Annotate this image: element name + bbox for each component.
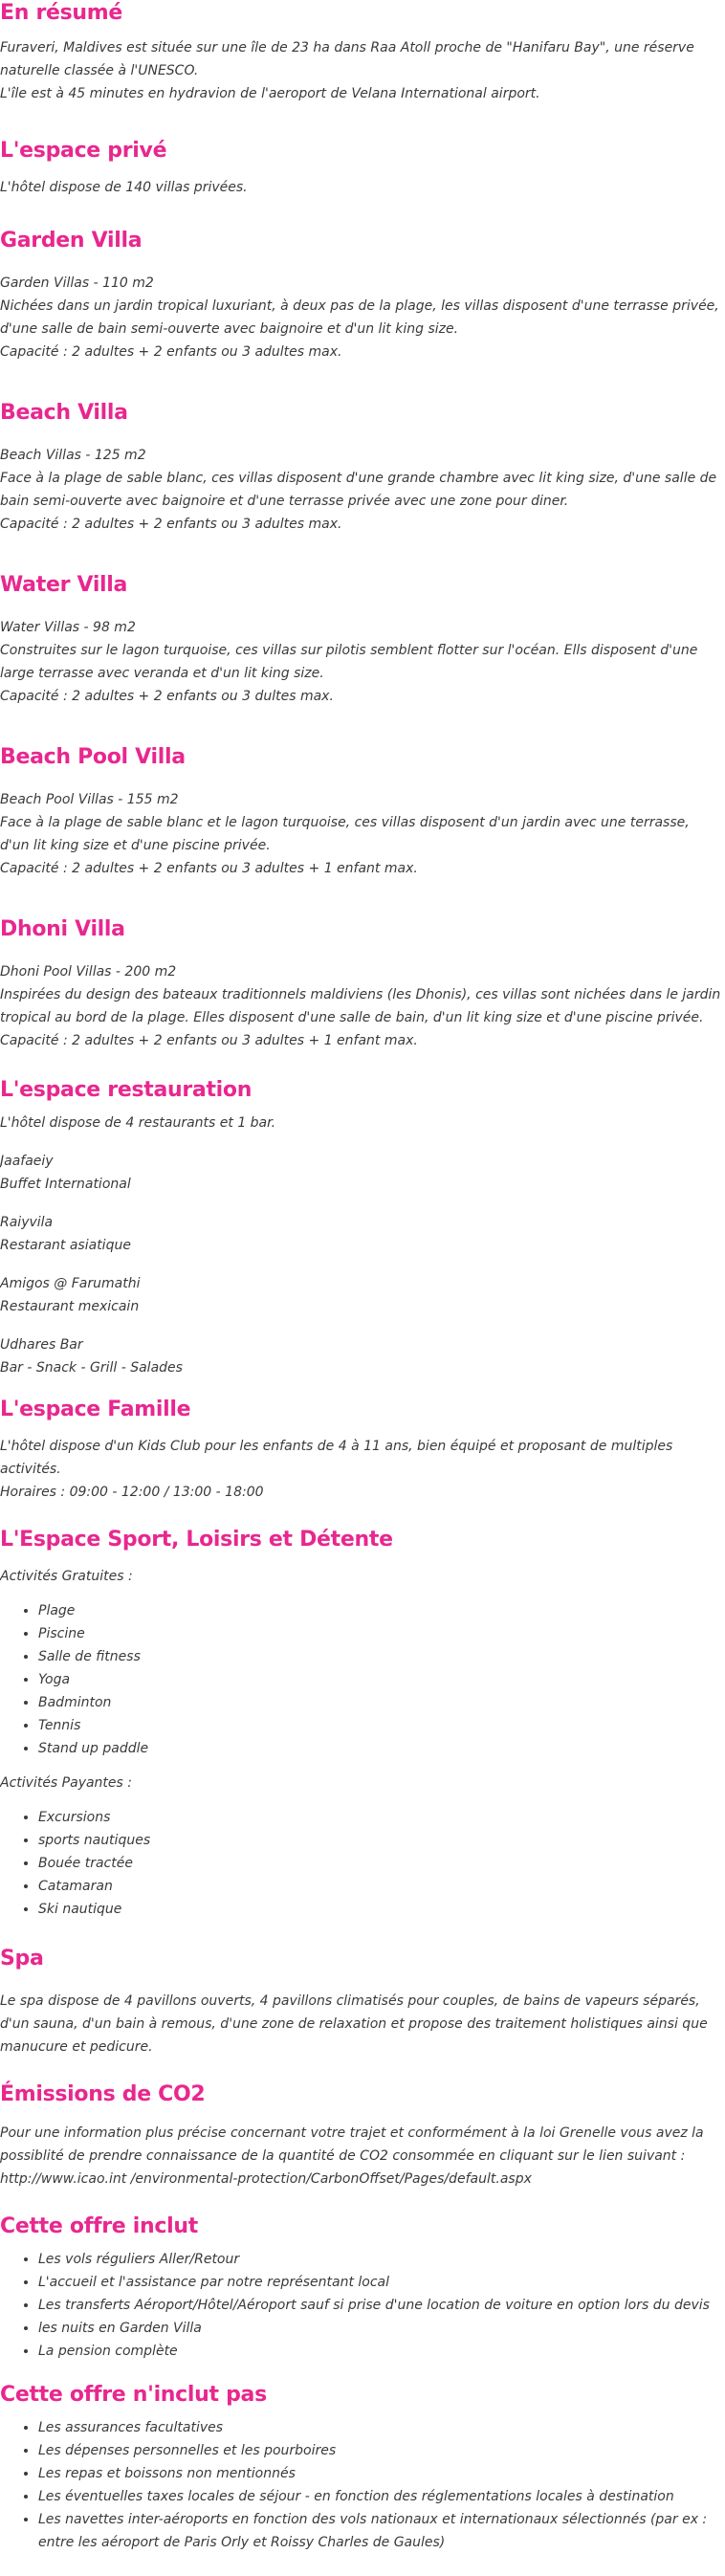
paid-activities-list [0, 1806, 721, 1921]
list-item: • Badminton [38, 1691, 721, 1714]
section-title: L'espace privé [0, 139, 167, 163]
restaurant-item [0, 1211, 721, 1257]
list-item: • Les navettes inter-aéroports en fonction des vols nationaux et internationaux sélectionnés (par ex : entre les aéroport de Paris Orly et Roissy Charles de Gaules) [38, 2508, 721, 2554]
restaurant-item [0, 1272, 721, 1318]
list-item: • Plage [38, 1599, 721, 1622]
excluded-list [0, 2416, 721, 2554]
list-item: • Excursions [38, 1806, 721, 1829]
restaurant-name: Amigos @ Farumathi [0, 1276, 141, 1291]
villa-beach [0, 400, 721, 536]
villa-beach-pool [0, 744, 721, 880]
villa-subtitle: Beach Villas - 125 m2 [0, 448, 146, 463]
prive-text: L'hôtel dispose de 140 villas privées. [0, 180, 248, 195]
section-co2 [0, 2081, 721, 2191]
list-item: • Les éventuelles taxes locales de séjour - en fonction des réglementations locales à destination [38, 2485, 721, 2508]
section-famille [0, 1397, 721, 1504]
list-item: • Salle de fitness [38, 1645, 721, 1668]
co2-text: Pour une information plus précise concernant votre trajet et conformément à la loi Grenelle vous avez la possiblité de prendre connaissance de la quantité de CO2 consommée en cliquant sur le lien suivant : http://www.icao.int /environmental-protection/CarbonOffset/Pages/default.aspx [0, 2125, 704, 2187]
resume-line-2: L'île est à 45 minutes en hydravion de l'aeroport de Velana International airport. [0, 86, 540, 101]
list-item: • Les repas et boissons non mentionnés [38, 2462, 721, 2485]
list-item: • Tennis [38, 1714, 721, 1737]
section-title: Cette offre inclut [0, 2214, 198, 2238]
restaurant-name: Jaafaeiy [0, 1154, 54, 1169]
villa-subtitle: Beach Pool Villas - 155 m2 [0, 792, 179, 807]
villa-capacity: Capacité : 2 adultes + 2 enfants ou 3 adultes + 1 enfant max. [0, 1033, 418, 1048]
villa-subtitle: Dhoni Pool Villas - 200 m2 [0, 964, 177, 980]
resume-line-1: Furaveri, Maldives est située sur une île de 23 ha dans Raa Atoll proche de "Hanifaru Bay", une réserve naturelle classée à l'UNESCO. [0, 40, 694, 78]
restaurant-item [0, 1333, 721, 1379]
restaurant-type: Restarant asiatique [0, 1238, 131, 1253]
villa-water [0, 572, 721, 708]
villa-title: Beach Pool Villa [0, 745, 186, 769]
villa-capacity: Capacité : 2 adultes + 2 enfants ou 3 dultes max. [0, 689, 334, 704]
villa-title: Beach Villa [0, 401, 128, 425]
list-item: • Catamaran [38, 1875, 721, 1898]
villa-description: Construites sur le lagon turquoise, ces villas sur pilotis semblent flotter sur l'océan. Ells disposent d'une large terrasse avec veranda et d'un lit king size. [0, 643, 698, 681]
villa-description: Inspirées du design des bateaux traditionnels maldiviens (les Dhonis), ces villas sont nichées dans le jardin tropical au bord de la plage. Elles disposent d'une salle de bain, d'un lit king size et d'une piscine privée. [0, 987, 721, 1025]
villa-title: Dhoni Villa [0, 917, 125, 941]
villa-description: Face à la plage de sable blanc, ces villas disposent d'une grande chambre avec lit king size, d'une salle de bain semi-ouverte avec baignoire et d'une terrasse privée avec une zone pour diner. [0, 471, 717, 509]
free-activities-label: Activités Gratuites : [0, 1569, 133, 1584]
list-item: • les nuits en Garden Villa [38, 2317, 721, 2340]
famille-line-2: Horaires : 09:00 - 12:00 / 13:00 - 18:00 [0, 1485, 264, 1500]
included-list [0, 2248, 721, 2363]
list-item: • Les transferts Aéroport/Hôtel/Aéroport sauf si prise d'une location de voiture en option lors du devis [38, 2294, 721, 2317]
list-item: • Les dépenses personnelles et les pourboires [38, 2439, 721, 2462]
section-spa [0, 1946, 721, 2059]
section-prive [0, 138, 721, 199]
villa-dhoni [0, 916, 721, 1052]
section-title: Cette offre n'inclut pas [0, 2383, 267, 2407]
villa-title: Water Villa [0, 573, 128, 597]
list-item: • Stand up paddle [38, 1737, 721, 1760]
list-item: • Bouée tractée [38, 1852, 721, 1875]
restaurant-type: Restaurant mexicain [0, 1299, 140, 1314]
restaurant-type: Buffet International [0, 1177, 131, 1192]
section-title: Émissions de CO2 [0, 2082, 206, 2106]
restaurant-item [0, 1150, 721, 1196]
section-inclut [0, 2213, 721, 2363]
villa-garden [0, 228, 721, 363]
section-sport [0, 1527, 721, 1921]
spa-text: Le spa dispose de 4 pavillons ouverts, 4 pavillons climatisés pour couples, de bains de vapeurs séparés, d'un sauna, d'un bain à remous, d'une zone de relaxation et propose des traitement holistiques ainsi que manucure et pedicure. [0, 1993, 708, 2055]
villa-capacity: Capacité : 2 adultes + 2 enfants ou 3 adultes + 1 enfant max. [0, 861, 418, 876]
restaurant-name: Raiyvila [0, 1215, 54, 1230]
free-activities-list [0, 1599, 721, 1760]
section-title: L'espace restauration [0, 1078, 253, 1102]
villa-capacity: Capacité : 2 adultes + 2 enfants ou 3 adultes max. [0, 344, 342, 360]
villa-subtitle: Water Villas - 98 m2 [0, 620, 136, 635]
list-item: • Piscine [38, 1622, 721, 1645]
list-item: • Les vols réguliers Aller/Retour [38, 2248, 721, 2271]
famille-line-1: L'hôtel dispose d'un Kids Club pour les enfants de 4 à 11 ans, bien équipé et proposant de multiples activités. [0, 1439, 673, 1477]
villa-title: Garden Villa [0, 229, 143, 253]
villa-description: Nichées dans un jardin tropical luxuriant, à deux pas de la plage, les villas disposent d'une terrasse privée, d'une salle de bain semi-ouverte avec baignoire et d'un lit king size. [0, 298, 719, 337]
list-item: • Ski nautique [38, 1898, 721, 1921]
restauration-intro: L'hôtel dispose de 4 restaurants et 1 bar. [0, 1115, 276, 1131]
section-title: L'espace Famille [0, 1398, 191, 1421]
paid-activities-label: Activités Payantes : [0, 1775, 132, 1791]
section-restauration [0, 1077, 721, 1379]
villa-description: Face à la plage de sable blanc et le lagon turquoise, ces villas disposent d'un jardin avec une terrasse, d'un lit king size et d'une piscine privée. [0, 815, 690, 853]
section-ninclut [0, 2382, 721, 2554]
list-item: • Les assurances facultatives [38, 2416, 721, 2439]
restaurant-type: Bar - Snack - Grill - Salades [0, 1360, 183, 1376]
list-item: • La pension complète [38, 2340, 721, 2363]
list-item: • sports nautiques [38, 1829, 721, 1852]
section-title: Spa [0, 1947, 44, 1971]
list-item: • L'accueil et l'assistance par notre représentant local [38, 2271, 721, 2294]
list-item: • Yoga [38, 1668, 721, 1691]
villa-subtitle: Garden Villas - 110 m2 [0, 275, 154, 291]
section-title: L'Espace Sport, Loisirs et Détente [0, 1528, 393, 1552]
restaurant-name: Udhares Bar [0, 1337, 83, 1353]
villa-capacity: Capacité : 2 adultes + 2 enfants ou 3 adultes max. [0, 517, 342, 532]
section-resume [0, 0, 721, 105]
section-title: En résumé [0, 1, 123, 25]
